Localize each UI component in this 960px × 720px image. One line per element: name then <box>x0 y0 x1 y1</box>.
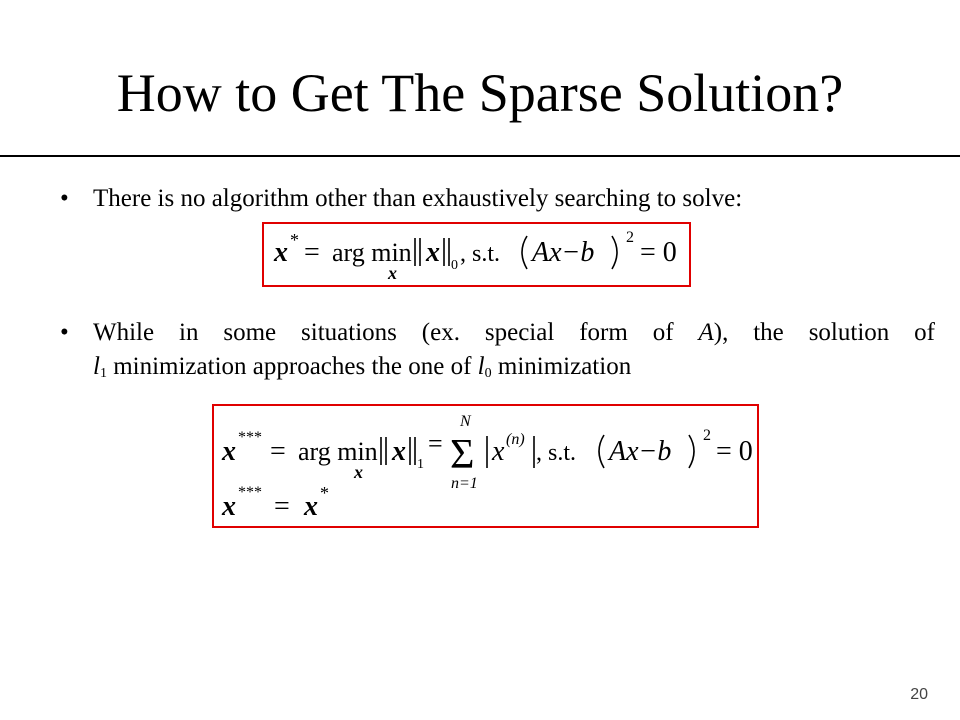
eq2-argmin-under: x <box>354 462 363 482</box>
page-number: 20 <box>910 686 928 703</box>
eq1-lhs: x <box>274 237 288 268</box>
eq1-st: , s.t. <box>460 241 501 267</box>
eq1-norm-sub: 0 <box>451 258 458 273</box>
eq3-rhs: x <box>304 491 318 522</box>
equation-box-l0 <box>262 222 691 287</box>
eq1-lhs-sup: * <box>290 230 299 250</box>
eq2-sum-bottom: n=1 <box>451 475 478 492</box>
bullet-marker: • <box>60 319 69 346</box>
svg-text:=: = <box>274 491 290 522</box>
eq2-sum-top: N <box>460 413 471 430</box>
eq2-sum-term: x <box>492 436 505 467</box>
svg-text:=: = <box>304 237 320 268</box>
svg-text:=: = <box>270 436 286 467</box>
eq2-lhs-sup: *** <box>238 429 262 446</box>
bullet-text-line-1: While in some situations (ex. special form of A), the solution of <box>93 319 936 346</box>
bullet-text: There is no algorithm other than exhaustively searching to solve: <box>93 185 743 212</box>
eq1-argmin: arg min <box>332 238 412 267</box>
eq2-argmin: arg min <box>298 437 378 466</box>
eq3-rhs-sup: * <box>320 483 329 503</box>
eq1-paren-expr: Ax−b <box>532 237 595 268</box>
bullet-marker: • <box>60 185 69 212</box>
eq1-power: 2 <box>626 229 634 246</box>
equation-l0-minimization <box>264 224 689 285</box>
eq3-lhs-sup: *** <box>238 484 262 501</box>
eq2-norm-sub: 1 <box>417 457 424 472</box>
eq2-lhs: x <box>222 436 236 467</box>
sigma-icon: Σ <box>450 432 475 478</box>
eq1-norm-var: x <box>426 237 440 268</box>
svg-text:=: = <box>428 429 443 458</box>
bullet-text-line-2: $l_1$ minimization approaches the one of $l_0$ minimization <box>93 353 632 381</box>
equation-l1-minimization <box>214 406 757 526</box>
slide-title: How to Get The Sparse Solution? <box>116 63 844 123</box>
bullet-item-exhaustive-search <box>60 182 940 216</box>
bullet-text <box>93 316 935 391</box>
eq1-rhs: = 0 <box>640 237 677 268</box>
eq2-paren-expr: Ax−b <box>609 436 672 467</box>
eq2-power: 2 <box>703 427 711 444</box>
title-divider <box>0 155 960 157</box>
bullet-item-l1-approximation <box>60 316 940 386</box>
eq2-norm-var: x <box>392 436 406 467</box>
eq2-rhs: = 0 <box>716 436 753 467</box>
eq1-argmin-under: x <box>388 263 397 283</box>
eq2-sum-term-sup: (n) <box>506 431 525 448</box>
eq3-lhs: x <box>222 491 236 522</box>
eq2-st: , s.t. <box>536 440 577 466</box>
equation-box-l1 <box>212 404 759 528</box>
